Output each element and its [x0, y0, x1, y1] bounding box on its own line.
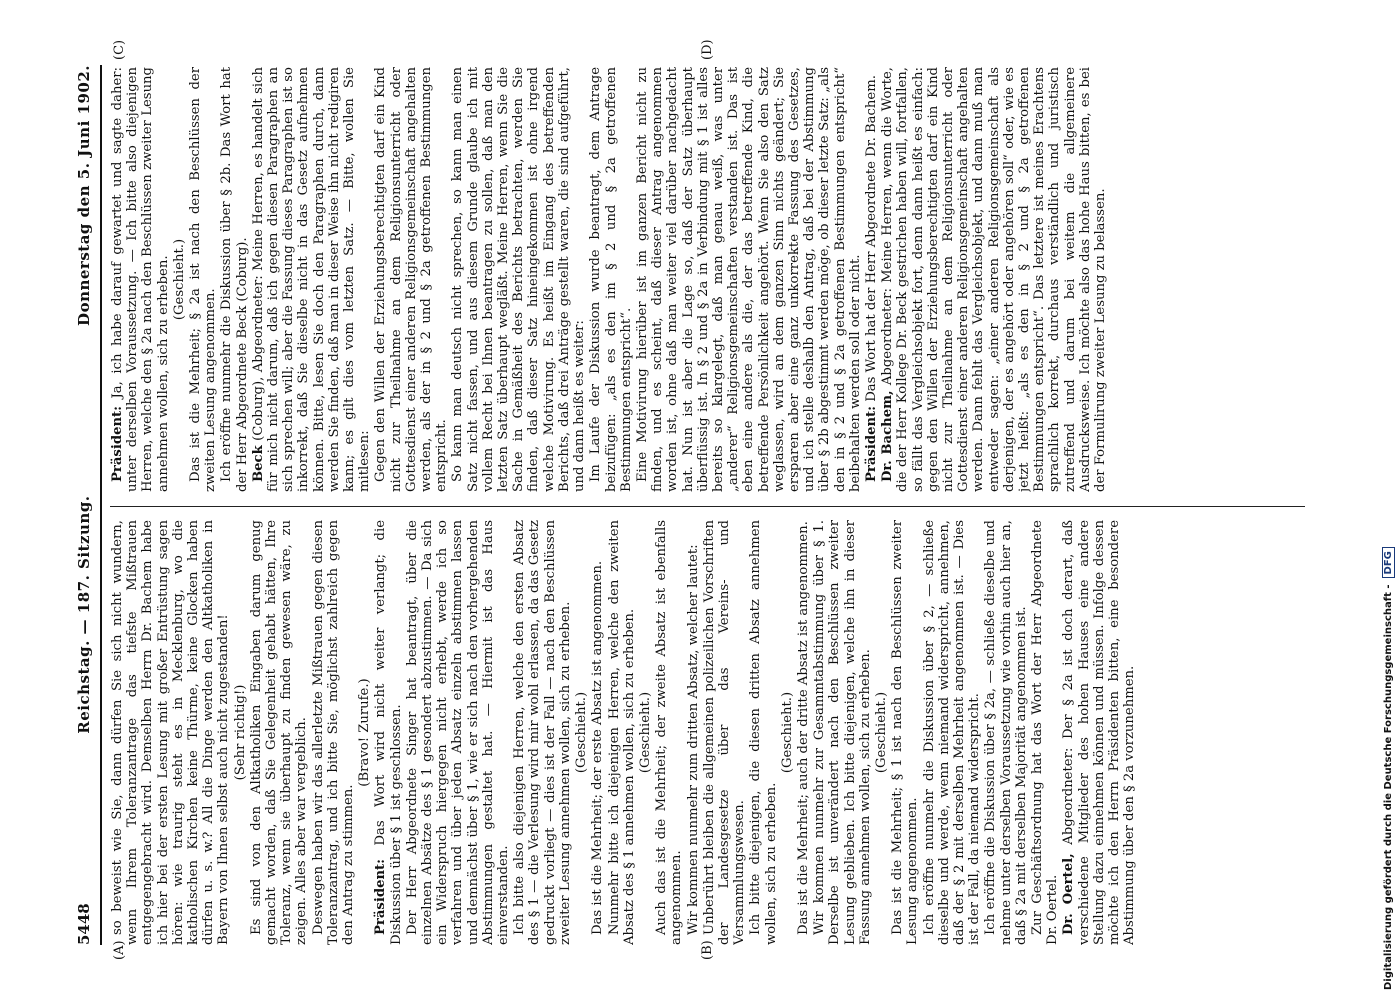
paragraph: Gegen den Willen der Erziehungsberechtigten darf ein Kind nicht zur Theilnahme an dem Religionsunterricht oder Gottesdienst einer anderen Religionsgemeinschaft angehalten werden, als der in § 2 und § 2a getroffenen Bestimmungen entspricht. [373, 67, 450, 492]
paragraph: Zur Geschäftsordnung hat das Wort der Herr Abgeordnete Dr. Oertel. [1029, 520, 1061, 945]
interjection: (Bravo! Zurufe.) [357, 678, 373, 787]
dfg-logo: DFG [1382, 547, 1395, 578]
interjection: (Geschieht.) [873, 691, 889, 774]
speaker-name: Präsident: [863, 405, 879, 482]
paragraph [880, 67, 1108, 492]
paragraph: Ich bitte diejenigen, die diesen dritten Absatz annehmen wollen, sich zu erheben. [748, 520, 779, 945]
session-title: Reichstag. — 187. Sitzung. [75, 495, 93, 734]
margin-marker-d: (D) [700, 39, 715, 60]
speaker-name: Präsident: [373, 858, 389, 935]
paragraph: Es sind von den Altkatholiken Eingaben darum genug gemacht worden, daß Sie Gelegenheit gehabt hätten, Ihre Toleranz, wenn sie überhaupt zu finden gewesen wäre, zu zeigen. Alles aber war vergeblich. [248, 520, 310, 945]
paragraph: Das ist die Mehrheit; § 1 ist nach den Beschlüssen zweiter Lesung angenommen. [890, 520, 921, 945]
speaker-name: Dr. Oertel, [1061, 853, 1077, 935]
digitization-credit [1379, 10, 1397, 990]
paragraph: Deswegen haben wir das allerletzte Mißtrauen gegen diesen Toleranzantrag, und ich bitte Sie, möglichst zahlreich gegen den Antrag zu stimmen. [310, 520, 357, 945]
paragraph [373, 520, 403, 945]
paragraph: Wir kommen nunmehr zum dritten Absatz, welcher lautet: [685, 544, 701, 935]
margin-marker-c: (C) [112, 39, 127, 60]
interjection: (Geschieht.) [171, 238, 187, 321]
page-number: 5448 [75, 903, 93, 945]
speaker-name: Beck [250, 445, 266, 482]
paragraph-text: (Coburg), Abgeordneter: Meine Herren, es handelt sich für mich nicht darum, daß ich gegen diesen Paragraphen an sich sprechen will; aber die Fassung dieses Paragraphen ist so inkorrekt, daß Sie dieselbe nicht in das Gesetz aufnehmen können. Bitte, lesen Sie doch den Paragraphen durch, dann werden Sie finden, daß man in dieser Weise ihn nicht redigiren kann; es gilt dies vom letzten Satz. — Bitte, wollen Sie mitlesen: [250, 67, 373, 492]
interjection: (Geschieht.) [574, 691, 590, 774]
paragraph: Ich eröffne die Diskussion über § 2a, — schließe dieselbe und nehme unter derselben Voraussetzung wie vorhin auch hier an, daß § 2a mit derselben Majorität angenommen ist. [983, 520, 1029, 945]
paragraph: Eine Motivirung hierüber ist im ganzen Bericht nicht zu finden, und es scheint, daß dieser Antrag angenommen worden ist, ohne daß man weiter viel darüber nachgedacht hat. Nun ist aber die Lage so, daß der Satz überhaupt überflüssig ist. In § 2 und § 2a in Verbindung mit § 1 ist alles bereits so klargelegt, daß man genau weiß, was unter „anderer“ Religionsgemeinschaften verstanden ist. Das ist eben eine andere als die, der das betreffende Kind, die betreffende Persönlichkeit angehört. Wenn Sie also den Satz weglassen, wird an dem ganzen Sinn nichts geändert; Sie ersparen aber eine ganz unkorrekte Fassung des Gesetzes, und ich stelle deshalb den Antrag, daß bei der Abstimmung über § 2b abgestimmt werden möge, ob dieser letzte Satz: „als den in § 2 und § 2a getroffenen Bestimmungen entspricht“ beibehalten werden soll oder nicht. [634, 67, 863, 492]
credit-text: Digitalisierung gefördert durch die Deutsche Forschungsgemeinschaft - [1382, 584, 1394, 990]
paragraph: Im Laufe der Diskussion wurde beantragt, dem Antrage beizufügen: „als es den im § 2 und § 2a getroffenen Bestimmungen entspricht“. [588, 67, 634, 492]
paragraph-text: Das Wort hat der Herr Abgeordnete Dr. Bachem. [863, 75, 879, 406]
paragraph-text: Das Wort wird nicht weiter verlangt; die Diskussion über § 1 ist geschlossen. [373, 520, 404, 945]
margin-marker-a: (A) [112, 940, 127, 960]
paragraph: Ich eröffne nunmehr die Diskussion über § 2, — schließe dieselbe und werde, wenn niemand widerspricht, annehmen, daß der § 2 mit derselben Mehrheit angenommen ist. — Dies ist der Fall, da niemand widerspricht. [921, 520, 983, 945]
left-column [110, 520, 1305, 945]
interjection: (Geschieht.) [779, 691, 795, 774]
paragraph: Ich bitte also diejenigen Herren, welche den ersten Absatz des § 1 — die Verlesung wird mir wohl erlassen, da das Gesetz gedruckt vorliegt — dies ist der Fall — nach den Beschlüssen zweiter Lesung annehmen wollen, sich zu erheben. [512, 520, 573, 945]
paragraph-text: Abgeordneter: Der § 2a ist doch derart, daß verschiedene Mitglieder des hohen Hauses eine andere Stellung dazu einnehmen können und müssen. Infolge dessen möchte ich den Herrn Präsidenten bitten, eine besondere Abstimmung über den § 2a vorzunehmen. [1061, 520, 1138, 945]
session-date: Donnerstag den 5. Juni 1902. [75, 65, 93, 326]
margin-marker-b: (B) [700, 940, 715, 960]
paragraph: So kann man deutsch nicht sprechen, so kann man einen Satz nicht fassen, und aus diesem Grunde glaube ich mit vollem Recht bei Ihnen beantragen zu sollen, daß man den letzten Satz überhaupt wegläßt. Meine Herren, wenn Sie die Sache in Gemäßheit des Berichts betrachten, werden Sie finden, daß dieser Satz hineingekommen ist ohne irgend welche Motivirung. Es heißt im Eingang des betreffenden Berichts, daß drei Anträge gestellt waren, die sind aufgeführt, und dann heißt es weiter: [450, 67, 588, 492]
paragraph: Der Herr Abgeordnete Singer hat beantragt, über die einzelnen Absätze des § 1 gesondert abzustimmen. — Da sich ein Widerspruch hiergegen nicht erhebt, werde ich so verfahren und über jeden Absatz einzeln abstimmen lassen und demnächst über § 1, wie er sich nach den vorhergehenden Abstimmungen gestaltet hat. — Hiermit ist das Haus einverstanden. [404, 520, 512, 945]
paragraph: Wir kommen nunmehr zur Gesammtabstimmung über § 1. Derselbe ist unverändert nach den Beschlüssen zweiter Lesung geblieben. Ich bitte diejenigen, welche ihn in dieser Fassung annehmen wollen, sich zu erheben. [812, 520, 873, 945]
paragraph: so beweist wie Sie, dann dürfen Sie sich nicht wundern, wenn Ihrem Toleranzantrage das tiefste Mißtrauen entgegengebracht wird. Demselben Herrn Dr. Bachem habe ich hier bei der ersten Lesung mit großer Entrüstung sagen hören: wie traurig steht es in Mecklenburg, wo die katholischen Kirchen keine Thürme, keine Glocken haben dürfen u. s. w.? All die Dinge werden den Altkatholiken in Bayern von Ihnen selbst auch nicht zugestanden! [110, 520, 232, 945]
header-rule [100, 65, 102, 945]
paragraph: Nunmehr bitte ich diejenigen Herren, welche den zweiten Absatz des § 1 annehmen wollen, sich zu erheben. [606, 520, 637, 945]
paragraph: Das ist die Mehrheit; § 2a ist nach den Beschlüssen der zweiten Lesung angenommen. [188, 67, 219, 492]
paragraph-text: Abgeordneter: Meine Herren, wenn die Worte, die der Herr Kollege Dr. Beck gestrichen haben will, fortfallen, so fällt das Vergleichsobjekt fort, denn dann heißt es einfach: gegen den Willen der Erziehungsberechtigten darf ein Kind nicht zur Theilnahme an dem Religionsunterricht oder Gottesdienst einer anderen Religionsgemeinschaft angehalten werden. Dann fehlt das Vergleichsobjekt, und dann muß man entweder sagen: „einer anderen Religionsgemeinschaft als derjenigen, der es angehört oder angehören soll“ oder, wie es jetzt heißt: „als es den in § 2 und § 2a getroffenen Bestimmungen entspricht“. Das letztere ist meines Erachtens sprachlich korrekt, durchaus verständlich und juristisch zutreffend und darum bei weitem die allgemeinere Ausdrucksweise. Ich möchte also das hohe Haus bitten, es bei der Formulirung zweiter Lesung zu belassen. [880, 67, 1108, 492]
paragraph [251, 67, 373, 492]
paragraph-text: Ja, ich habe darauf gewartet und sagte daher: unter derselben Voraussetzung. — Ich bitte also diejenigen Herren, welche den § 2a nach den Beschlüssen zweiter Lesung annehmen wollen, sich zu erheben. [110, 67, 171, 492]
paragraph: Das ist die Mehrheit; auch der dritte Absatz ist angenommen. [795, 521, 811, 935]
right-column [110, 67, 1305, 492]
interjection: (Geschieht.) [637, 691, 653, 774]
page-header [70, 65, 98, 945]
paragraph: Das ist die Mehrheit; der erste Absatz ist angenommen. [590, 560, 606, 935]
paragraph: Unberührt bleiben die allgemeinen polizeilichen Vorschriften der Landesgesetze über das Vereins- und Versammlungswesen. [701, 520, 748, 945]
paragraph: Ich eröffne nunmehr die Diskussion über § 2b. Das Wort hat der Herr Abgeordnete Beck (Coburg). [219, 67, 250, 492]
paragraph: Auch das ist die Mehrheit; der zweite Absatz ist ebenfalls angenommen. [654, 520, 685, 945]
paragraph [110, 67, 171, 492]
paragraph [864, 67, 879, 492]
interjection: (Sehr richtig!) [232, 684, 248, 781]
speaker-name: Dr. Bachem, [880, 390, 896, 482]
paragraph [1061, 520, 1137, 945]
speaker-name: Präsident: [110, 405, 125, 482]
column-separator [110, 506, 1305, 507]
